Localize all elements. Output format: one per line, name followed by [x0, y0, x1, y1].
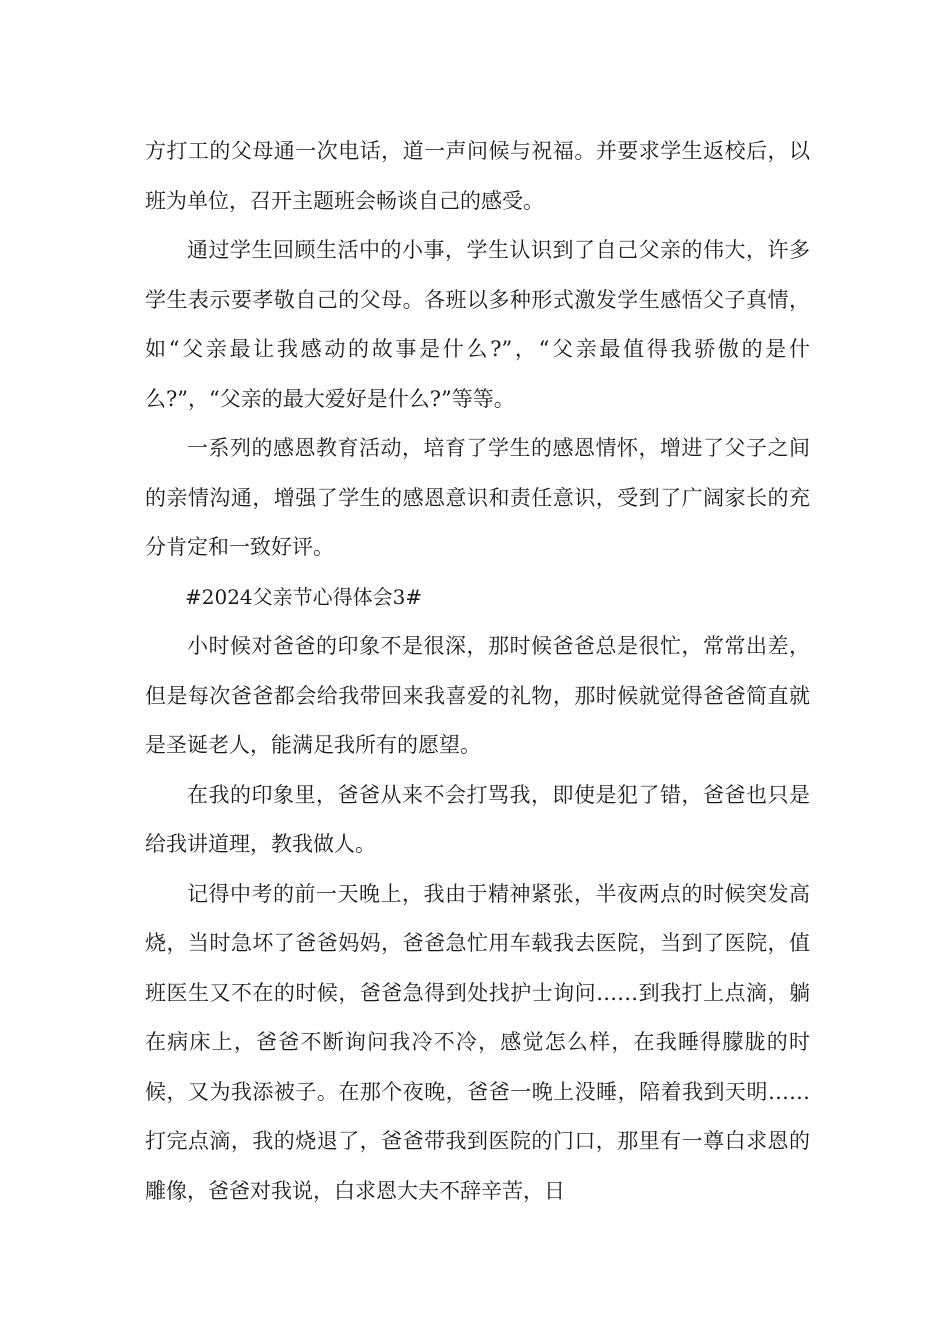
paragraph-father-teaching: 在我的印象里，爸爸从来不会打骂我，即使是犯了错，爸爸也只是给我讲道理，教我做人。 — [145, 782, 810, 856]
section-heading: #2024父亲节心得体会3# — [185, 584, 423, 609]
paragraph-activity-results: 一系列的感恩教育活动，培育了学生的感恩情怀，增进了父子之间的亲情沟通，增强了学生的感恩意识和责任意识，受到了广阔家长的充分肯定和一致好评。 — [145, 436, 810, 559]
paragraph-childhood-memory: 小时候对爸爸的印象不是很深，那时候爸爸总是很忙，常常出差，但是每次爸爸都会给我带回来我喜爱的礼物，那时候就觉得爸爸简直就是圣诞老人，能满足我所有的愿望。 — [145, 634, 810, 757]
paragraph-continuation: 方打工的父母通一次电话，道一声问候与祝福。并要求学生返校后，以班为单位，召开主题班会畅谈自己的感受。 — [145, 139, 810, 213]
paragraph-exam-night: 记得中考的前一天晚上，我由于精神紧张，半夜两点的时候突发高烧，当时急坏了爸爸妈妈，爸爸急忙用车载我去医院，当到了医院，值班医生又不在的时候，爸爸急得到处找护士询问……到我打上点滴，躺在病床上，爸爸不断询问我冷不冷，感觉怎么样，在我睡得朦胧的时候，又为我添被子。在那个夜晚，爸爸一晚上没睡，陪着我到天明……打完点滴，我的烧退了，爸爸带我到医院的门口，那里有一尊白求恩的雕像，爸爸对我说，白求恩大夫不辞辛苦，日 — [145, 881, 810, 1203]
document-body — [145, 127, 810, 1216]
paragraph-students-reflect: 通过学生回顾生活中的小事，学生认识到了自己父亲的伟大，许多学生表示要孝敬自己的父母。各班以多种形式激发学生感悟父子真情，如“父亲最让我感动的故事是什么?”，“父亲最值得我骄傲的是什么?”，“父亲的最大爱好是什么?”等等。 — [145, 238, 810, 411]
